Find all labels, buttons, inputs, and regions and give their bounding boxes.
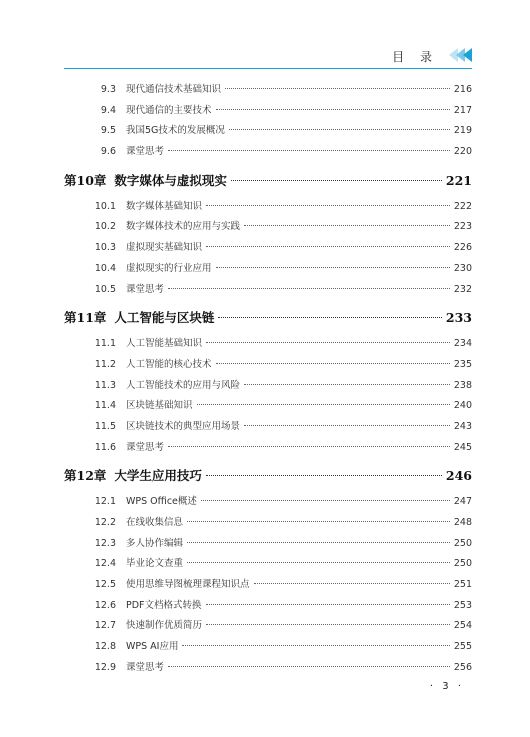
header-title: 目 录 [392,50,438,64]
section-number: 12.5 [94,579,116,591]
page-ref: 247 [453,496,472,508]
section-title: 现代通信技术基础知识 [126,84,222,95]
toc-entry[interactable] [64,197,472,218]
dot-leader [216,363,450,364]
section-number: 12.8 [94,641,116,653]
dot-leader [206,475,442,476]
section-title: 多人协作编辑 [126,537,184,549]
section-title: 数字媒体技术的应用与实践 [126,221,241,233]
dot-leader [187,562,450,563]
page-ref: 220 [453,146,472,158]
page-ref: 216 [453,84,472,95]
page-ref: 238 [453,379,472,391]
dot-leader [254,583,450,584]
toc-entry[interactable] [64,438,472,459]
dot-leader [225,88,450,89]
section-number: 10.1 [94,200,116,212]
toc-entry[interactable] [64,80,472,101]
page-ref: 217 [453,104,472,116]
section-number: 10.3 [94,242,116,254]
page-ref: 248 [453,517,472,528]
page-ref: 243 [453,420,472,432]
section-title: 虚拟现实的行业应用 [126,262,212,274]
dot-leader [218,317,441,318]
dot-leader [168,666,450,667]
chevron-left-icon [463,48,472,62]
table-of-contents [64,80,472,679]
section-number: 11.3 [94,379,116,391]
dot-leader [216,267,450,268]
dot-leader [206,604,450,605]
toc-entry[interactable] [64,259,472,280]
page-ref: 221 [445,172,472,188]
toc-entry[interactable] [64,596,472,617]
section-number: 10.2 [94,221,116,233]
page-ref: 254 [453,620,472,632]
dot-leader [197,404,450,405]
section-number: 11.4 [94,400,116,412]
section-title: 人工智能基础知识 [126,338,203,350]
toc-entry[interactable] [64,280,472,301]
toc-entry[interactable] [64,376,472,397]
section-number: 9.4 [100,104,116,116]
page-ref: 250 [453,537,472,549]
dot-leader [168,150,450,151]
toc-entry[interactable] [64,142,472,163]
chapter-number: 第12章 [64,468,107,484]
section-title: 快速制作优质简历 [126,620,203,632]
page-ref: 246 [445,468,472,484]
section-title: 课堂思考 [126,146,165,158]
dot-leader [244,425,450,426]
page-ref: 219 [453,125,472,137]
chapter-heading[interactable] [64,305,472,331]
page-ref: 235 [453,358,472,370]
page-ref: 232 [453,283,472,295]
dot-leader [201,500,450,501]
page-ref: 234 [453,338,472,350]
dot-leader [229,129,450,130]
section-number: 10.4 [94,262,116,274]
page-ref: 253 [453,599,472,611]
chapter-heading[interactable] [64,463,472,489]
toc-entry[interactable] [64,513,472,534]
dot-leader [206,624,450,625]
chapter-title: 数字媒体与虚拟现实 [114,172,227,188]
section-title: 在线收集信息 [126,517,184,528]
toc-entry[interactable] [64,658,472,679]
chapter-heading[interactable] [64,168,472,194]
section-title: WPS Office概述 [126,496,197,508]
toc-entry[interactable] [64,616,472,637]
page-ref: 230 [453,262,472,274]
chapter-title: 人工智能与区块链 [114,310,215,326]
section-number: 11.6 [94,441,116,453]
page-header [64,46,472,69]
dot-leader [244,225,450,226]
dot-leader [216,109,450,110]
section-number: 12.2 [94,517,116,528]
dot-leader [206,205,450,206]
section-number: 12.9 [94,661,116,673]
toc-entry[interactable] [64,554,472,575]
toc-entry[interactable] [64,575,472,596]
section-title: 人工智能技术的应用与风险 [126,379,241,391]
chapter-number: 第10章 [64,172,107,188]
toc-entry[interactable] [64,121,472,142]
section-title: 区块链技术的典型应用场景 [126,420,241,432]
section-title: 虚拟现实基础知识 [126,242,203,254]
section-title: PDF文档格式转换 [126,599,202,611]
section-title: 毕业论文查重 [126,558,184,570]
page-ref: 233 [445,310,472,326]
dot-leader [182,645,449,646]
section-title: 课堂思考 [126,661,165,673]
toc-entry[interactable] [64,238,472,259]
dot-leader [206,246,450,247]
section-title: WPS AI应用 [126,641,179,653]
page-ref: 251 [453,579,472,591]
toc-entry[interactable] [64,417,472,438]
section-number: 9.3 [100,84,116,95]
page-ref: 255 [453,641,472,653]
toc-entry[interactable] [64,534,472,555]
section-title: 区块链基础知识 [126,400,193,412]
section-number: 12.1 [94,496,116,508]
page-ref: 240 [453,400,472,412]
section-number: 9.6 [100,146,116,158]
section-title: 我国5G技术的发展概况 [126,125,225,137]
section-number: 11.5 [94,420,116,432]
section-number: 11.1 [94,338,116,350]
section-title: 人工智能的核心技术 [126,358,212,370]
section-title: 数字媒体基础知识 [126,200,203,212]
dot-leader [206,342,450,343]
section-number: 9.5 [100,125,116,137]
section-title: 课堂思考 [126,283,165,295]
section-number: 12.3 [94,537,116,549]
page-ref: 226 [453,242,472,254]
section-number: 12.4 [94,558,116,570]
dot-leader [168,288,450,289]
toc-entry[interactable] [64,217,472,238]
toc-entry[interactable] [64,334,472,355]
chapter-number: 第11章 [64,310,107,326]
page-ref: 256 [453,661,472,673]
page-number: · 3 · [429,681,464,692]
page-ref: 222 [453,200,472,212]
page-ref: 250 [453,558,472,570]
section-title: 课堂思考 [126,441,165,453]
section-number: 12.6 [94,599,116,611]
dot-leader [187,521,450,522]
dot-leader [244,384,450,385]
section-number: 11.2 [94,358,116,370]
section-title: 现代通信的主要技术 [126,104,212,116]
toc-entry[interactable] [64,101,472,122]
section-number: 10.5 [94,283,116,295]
dot-leader [231,180,442,181]
toc-entry[interactable] [64,355,472,376]
chapter-title: 大学生应用技巧 [114,468,202,484]
section-number: 12.7 [94,620,116,632]
page-ref: 223 [453,221,472,233]
dot-leader [168,446,450,447]
section-title: 使用思维导图梳理课程知识点 [126,579,250,591]
toc-entry[interactable] [64,396,472,417]
toc-entry[interactable] [64,637,472,658]
dot-leader [187,542,450,543]
toc-entry[interactable] [64,492,472,513]
page-ref: 245 [453,441,472,453]
